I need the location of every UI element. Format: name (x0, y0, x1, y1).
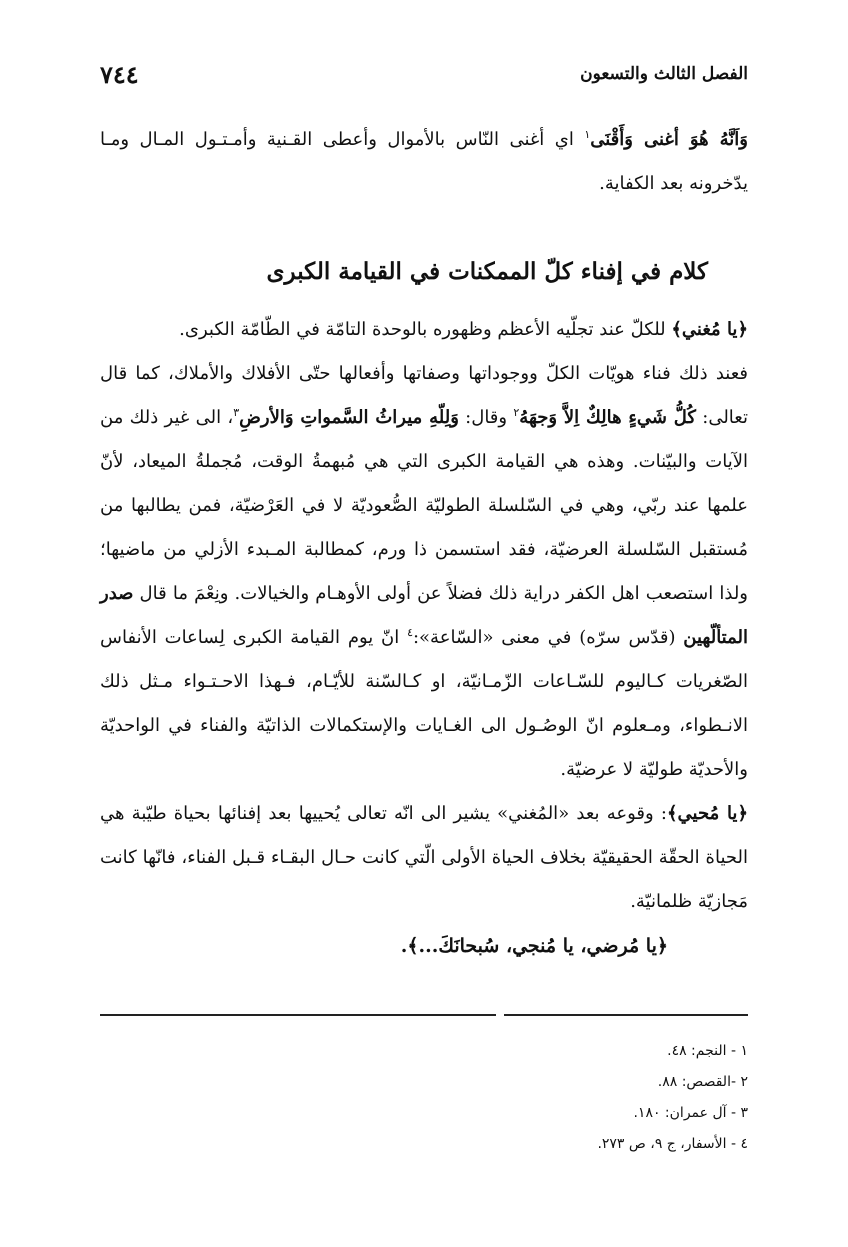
quranic-quote: وَاَنَّهُ هُوَ أغنى وَأَقْنَى (590, 129, 748, 150)
paragraph-muhyi (100, 792, 748, 924)
paragraph-text: وقال: (458, 407, 514, 428)
divine-name: ﴿يا مُغني﴾ (671, 319, 748, 340)
page-header (100, 56, 748, 92)
paragraph-text: (قدّس سرّه) في معنى «السّاعة»: (412, 627, 684, 648)
paragraph-text: فعند ذلك فناء هويّات الكلّ ووجوداتها وصفاتها وأفعالها حتّى الأفلاك والأملاك، كما قال تعالى: (100, 363, 748, 428)
footnote: ٣ - آل عمران: ١٨٠. (633, 1105, 748, 1121)
paragraph-text: للكلّ عند تجلّيه الأعظم وظهوره بالوحدة التامّة في الطّامّة الكبرى. (179, 319, 672, 340)
quranic-quote: كُلُّ شَيءٍ هالِكٌ اِلاَّ وَجهَهُ (519, 407, 696, 428)
intro-paragraph (100, 118, 748, 206)
footnote-marker: ٤ (407, 626, 413, 639)
footnote: ٢ -القصص: ٨٨. (657, 1074, 748, 1090)
main-text (100, 308, 748, 968)
paragraph-mughni (100, 308, 748, 352)
paragraph-text: انّ يوم القيامة الكبرى لِساعات الأنفاس الصّغريات كـاليوم للسّـاعات الزّمـانيّة، او كـالسّنة للأيّـام، فـهذا الاحـتـواء مـثل ذلك الانـطواء، ومـعلوم انّ الوصُـول الى الغـايات والإستكمالات الذاتيّة والفناء في الواحديّة والأحديّة طوليّة لا عرضيّة. (100, 627, 748, 780)
divine-name: ﴿يا مُحيي﴾ (666, 803, 748, 824)
section-heading: كلام في إفناء كلّ الممكنات في القيامة الكبرى (266, 258, 708, 285)
closing-invocation: ﴿يا مُرضي، يا مُنجي، سُبحانَكَ...﴾. (400, 935, 668, 957)
page-number: ٧٤٤ (100, 59, 139, 89)
footnote-divider (100, 1014, 496, 1016)
footnote-marker: ٣ (233, 406, 240, 419)
footnote-divider (504, 1014, 748, 1016)
paragraph-text: ، الى غير ذلك من الآيات والبيّنات. وهذه هي القيامة الكبرى التي هي مُبهمةُ الوقت، مُجملةُ الميعاد، لأنّ علمها عند ربّي، وهي في السّلسلة الطوليّة الصُّعوديّة لا في العَرْضيّة، فمن يطالبها من مُستقبل السّلسلة العرضيّة، فقد استسمن ذا ورم، كمطالبة المـبدء الأزلي من ماضيها؛ ولذا استصعب اهل الكفر دراية ذلك فضلاً عن أولى الأوهـام والخيالات. ونِعْمَ ما قال (100, 407, 748, 604)
paragraph-text: : وقوعه بعد «المُغني» يشير الى انّه تعالى يُحييها بعد إفنائها بحياة طيّبة هي الحياة الحقّة الحقيقيّة بخلاف الحياة الأولى الّتي كانت حـال البقـاء قـبل الفناء، فانّها كانت مَجازيّة ظلمانيّة. (100, 803, 748, 912)
quranic-quote: وَلِلّهِ ميراثُ السَّمواتِ وَالأرضِ (239, 407, 459, 428)
footnote: ١ - النجم: ٤٨. (667, 1043, 748, 1059)
footnote-marker: ٢ (513, 406, 520, 419)
running-title: الفصل الثالث والتسعون (580, 64, 748, 84)
paragraph-fana (100, 352, 748, 792)
author-name: صدر المتألّهين (100, 583, 749, 648)
intro-text: اي أغنى النّاس بالأموال وأعطى القـنية وأمـتـول المـال ومـا يدّخرونه بعد الكفاية. (100, 129, 748, 194)
footnote: ٤ - الأسفار، ج ٩، ص ٢٧٣. (597, 1136, 748, 1152)
footnote-marker: ١ (584, 128, 591, 141)
footnotes (380, 1036, 748, 1160)
